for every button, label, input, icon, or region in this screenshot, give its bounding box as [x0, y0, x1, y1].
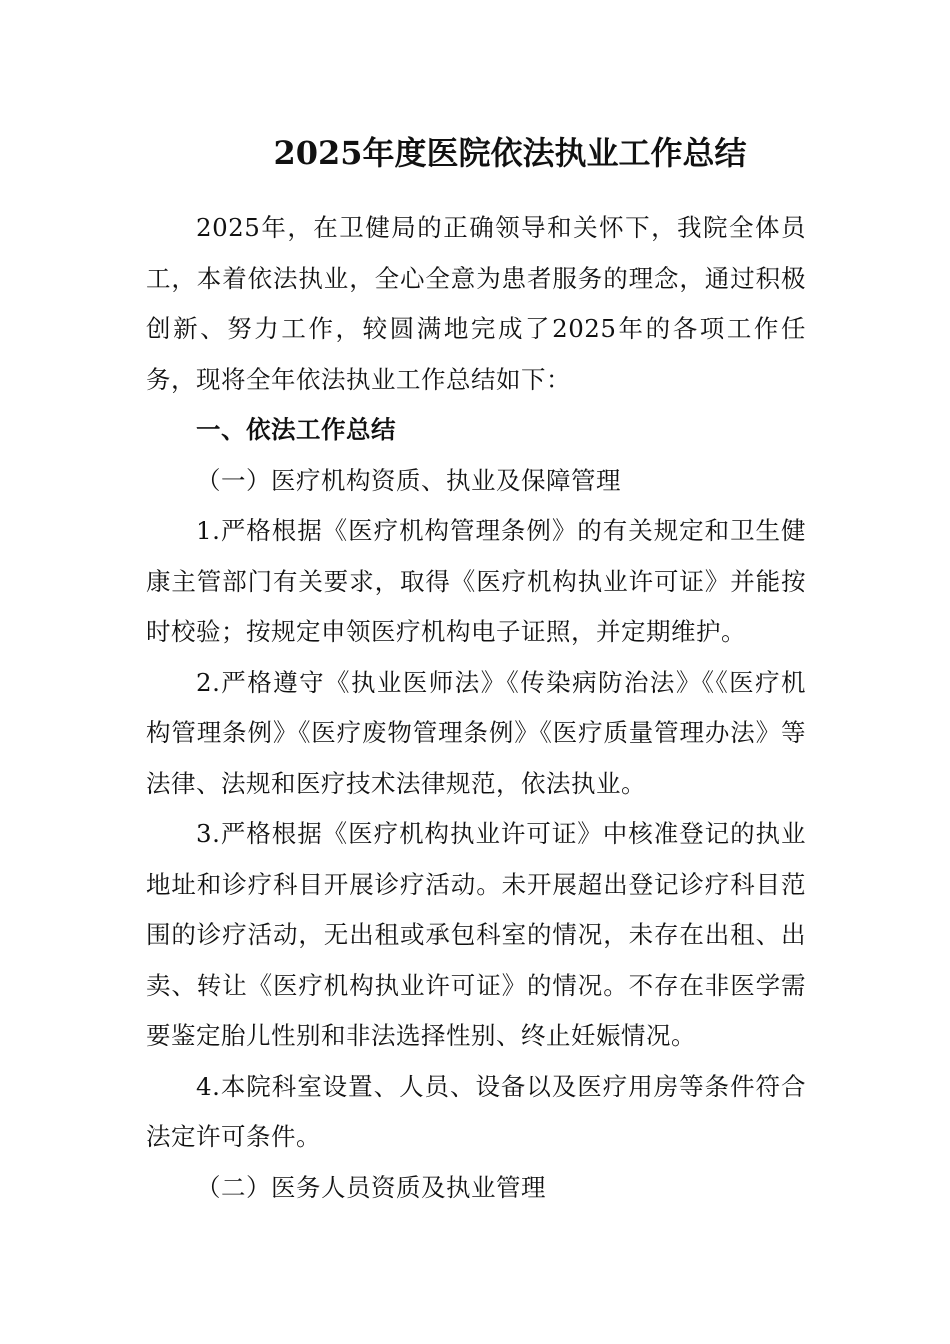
intro-paragraph: 2025年，在卫健局的正确领导和关怀下，我院全体员工，本着依法执业，全心全意为患者服务的理念，通过积极创新、努力工作，较圆满地完成了2025年的各项工作任务，现将全年依法执业工作总结如下：: [146, 213, 806, 394]
item-paragraph-3: 3.严格根据《医疗机构执业许可证》中核准登记的执业地址和诊疗科目开展诊疗活动。未开展超出登记诊疗科目范围的诊疗活动，无出租或承包科室的情况，未存在出租、出卖、转让《医疗机构执业许可证》的情况。不存在非医学需要鉴定胎儿性别和非法选择性别、终止妊娠情况。: [146, 819, 806, 1050]
document-title: 2025年度医院依法执业工作总结: [273, 134, 747, 172]
item-paragraph-1: 1.严格根据《医疗机构管理条例》的有关规定和卫生健康主管部门有关要求，取得《医疗机构执业许可证》并能按时校验；按规定申领医疗机构电子证照，并定期维护。: [146, 516, 806, 646]
item-paragraph-2: 2.严格遵守《执业医师法》《传染病防治法》《《医疗机构管理条例》《医疗废物管理条例》《医疗质量管理办法》等法律、法规和医疗技术法律规范，依法执业。: [146, 667, 806, 798]
subsection-heading-2: （二）医务人员资质及执业管理: [196, 1172, 546, 1202]
item-paragraph-4: 4.本院科室设置、人员、设备以及医疗用房等条件符合法定许可条件。: [146, 1071, 806, 1151]
subsection-heading-1: （一）医疗机构资质、执业及保障管理: [196, 465, 621, 495]
document-body: [146, 203, 806, 1213]
section-heading-1: 一、依法工作总结: [196, 415, 396, 444]
